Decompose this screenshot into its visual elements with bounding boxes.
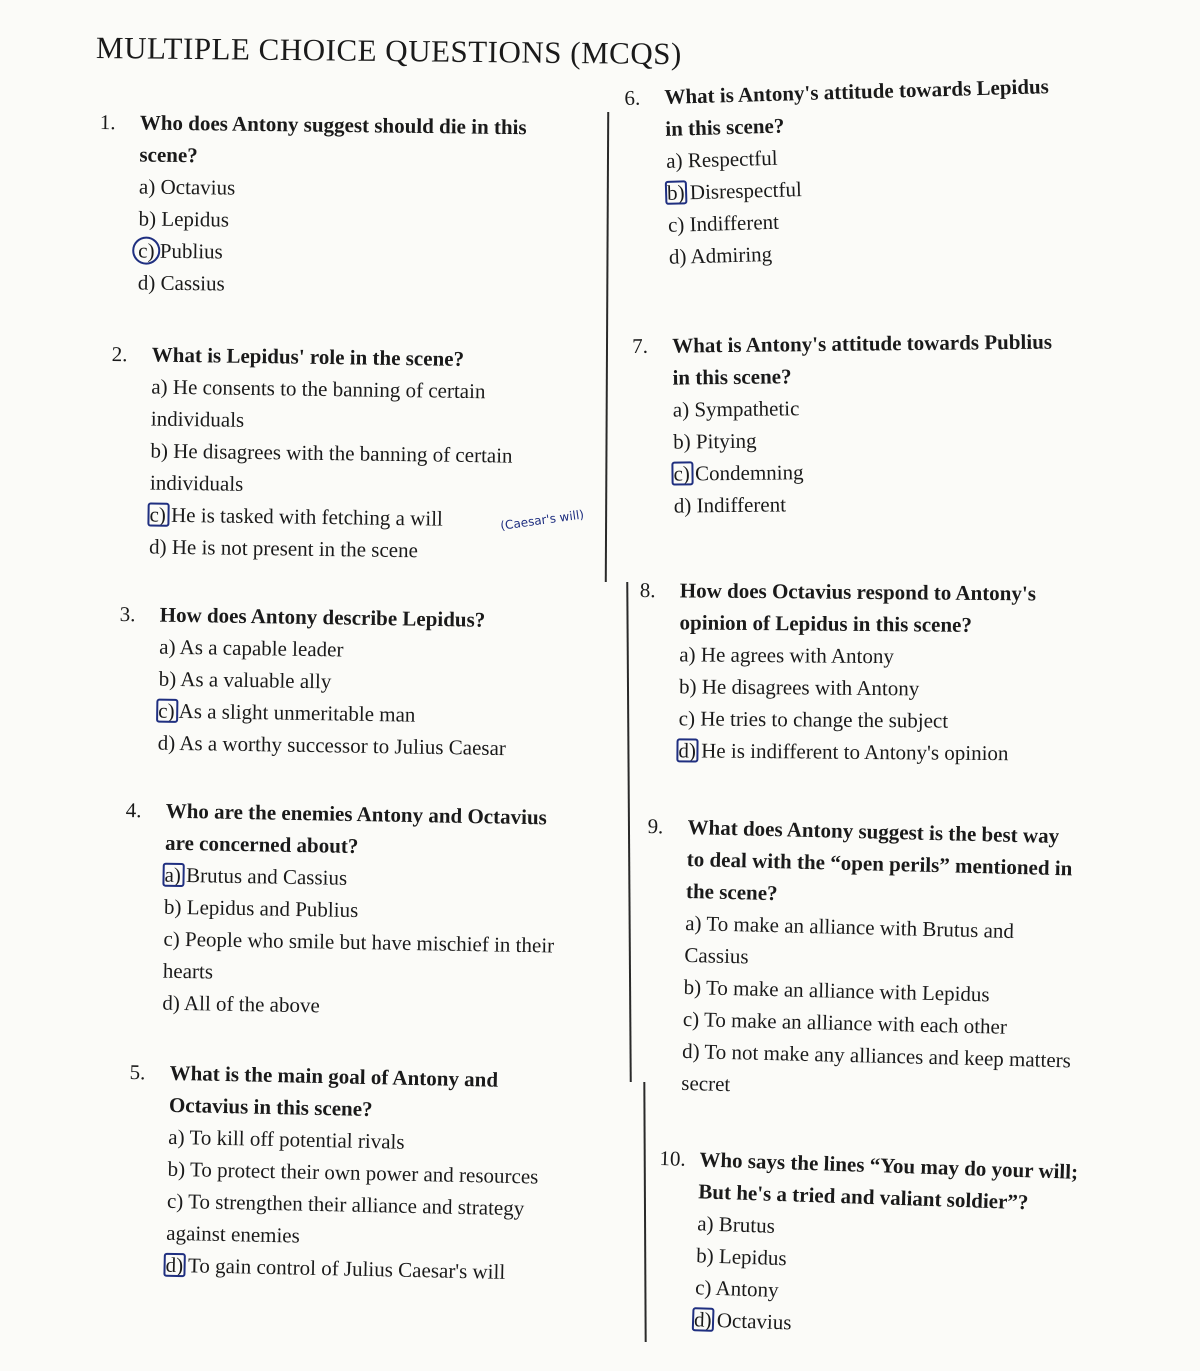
answer-mark [671, 461, 693, 485]
answer-mark [692, 1307, 715, 1332]
question-text: Who says the lines “You may do your will; [699, 1147, 1079, 1184]
question-number [125, 826, 166, 859]
option-a [633, 390, 1053, 426]
question-text: What is Antony's attitude towards Lepidus [664, 74, 1050, 109]
option-d [122, 986, 553, 1026]
answer-mark [162, 863, 184, 887]
question-2 [109, 338, 514, 568]
question-number: 9. [647, 813, 664, 839]
question-number [658, 1174, 699, 1207]
option-text: b) Lepidus and Publius [163, 894, 359, 923]
option-b [98, 202, 525, 239]
question-number [129, 1088, 170, 1121]
question-text: Octavius in this scene? [168, 1092, 373, 1122]
question-text: in this scene? [672, 364, 792, 390]
option-text: b) Disrespectful [666, 177, 803, 205]
question-number [646, 874, 687, 907]
option-text: c) To strengthen their alliance and strategy [166, 1188, 525, 1221]
column-divider-bottom [643, 1082, 646, 1342]
question-text: What is Lepidus' role in the scene? [151, 342, 465, 371]
option-c [633, 454, 1053, 490]
option-text: d) Cassius [137, 270, 225, 296]
question-number: 5. [129, 1059, 146, 1085]
option-text: Cassius [684, 942, 749, 969]
answer-mark [156, 699, 178, 723]
question-text: Who does Antony suggest should die in this [139, 110, 527, 140]
option-b [639, 670, 1035, 705]
option-text: c) He is tasked with fetching a will [149, 502, 444, 531]
question-number: 4. [125, 797, 142, 823]
question-text: How does Antony describe Lepidus? [159, 602, 486, 632]
question-number: 7. [632, 333, 649, 358]
question-8 [638, 574, 1036, 769]
option-b [633, 422, 1053, 458]
question-3 [117, 598, 508, 764]
question-text: What is Antony's attitude towards Publius [672, 329, 1053, 358]
option-text: d) All of the above [162, 990, 321, 1018]
question-number [646, 842, 687, 875]
question-number: 10. [659, 1145, 687, 1171]
option-text: b) Lepidus [695, 1243, 788, 1271]
question-text: to deal with the “open perils” mentioned in [686, 846, 1073, 881]
option-text: a) To kill off potential rivals [168, 1124, 405, 1154]
option-text: c) People who smile but have mischief in their [163, 926, 555, 958]
question-text: What is the main goal of Antony and [169, 1060, 499, 1092]
option-text: a) Octavius [138, 174, 236, 200]
option-text: b) To make an alliance with Lepidus [683, 974, 990, 1007]
option-text: b) Lepidus [138, 206, 230, 232]
question-7 [632, 326, 1054, 522]
question-text: But he's a tried and valiant soldier”? [697, 1179, 1029, 1215]
option-text: d) Indifferent [673, 492, 787, 518]
option-d [638, 734, 1034, 769]
answer-mark [132, 236, 160, 264]
option-text: a) Sympathetic [672, 396, 800, 422]
question-9 [641, 810, 1077, 1108]
question-number [99, 138, 139, 170]
question-number [625, 113, 666, 146]
option-text: c) As a slight unmeritable man [158, 698, 416, 727]
option-text: a) Brutus [696, 1211, 776, 1238]
option-text: c) Indifferent [667, 209, 780, 237]
option-text: d) As a worthy successor to Julius Caesar [157, 730, 507, 761]
question-text: scene? [139, 142, 198, 168]
answer-mark [163, 1253, 185, 1277]
option-a [99, 170, 526, 207]
option-text: b) Pitying [673, 428, 757, 454]
question-text: What does Antony suggest is the best way [687, 814, 1060, 849]
question-number [632, 362, 672, 394]
option-text: individuals [149, 470, 244, 496]
option-text: against enemies [166, 1220, 301, 1248]
question-5 [125, 1056, 540, 1289]
option-d [117, 726, 506, 764]
question-number: 1. [99, 109, 116, 135]
option-text: b) As a valuable ally [158, 666, 332, 694]
option-text: b) He disagrees with the banning of certain [150, 438, 513, 468]
question-text: opinion of Lepidus in this scene? [679, 610, 973, 637]
question-text: the scene? [685, 878, 778, 906]
page-title: MULTIPLE CHOICE QUESTIONS (MCQS) [95, 30, 682, 72]
question-1 [98, 106, 527, 303]
option-text: d) To gain control of Julius Caesar's will [165, 1252, 506, 1284]
answer-mark [676, 738, 698, 762]
option-text: d) Octavius [693, 1307, 792, 1335]
option-text: d) To not make any alliances and keep matters [681, 1038, 1072, 1073]
option-text: d) Admiring [668, 241, 773, 269]
option-text: c) Antony [694, 1275, 779, 1303]
option-text: c) Condemning [673, 460, 804, 486]
handwritten-note: (Caesar's will) [499, 507, 585, 533]
option-c [98, 234, 525, 271]
option-text: a) Brutus and Cassius [164, 862, 348, 890]
question-text: are concerned about? [164, 830, 359, 859]
option-text: a) He agrees with Antony [679, 642, 895, 669]
question-number: 3. [119, 601, 136, 627]
option-text: b) To protect their own power and resources [167, 1156, 539, 1189]
option-text: a) He consents to the banning of certain [151, 374, 486, 404]
option-text: individuals [150, 406, 245, 432]
question-text: in this scene? [664, 113, 785, 141]
question-10 [654, 1142, 1079, 1348]
question-number [639, 606, 679, 638]
option-text: b) He disagrees with Antony [678, 674, 920, 701]
option-text: c) Publius [138, 238, 223, 264]
column-divider-lower [626, 582, 631, 1082]
column-divider-upper [605, 112, 609, 582]
question-number: 2. [111, 341, 128, 367]
option-text: a) Respectful [665, 145, 778, 173]
question-number: 8. [639, 577, 656, 603]
option-text: d) He is not present in the scene [148, 534, 419, 563]
option-c [639, 702, 1035, 737]
option-text: c) To make an alliance with each other [682, 1006, 1008, 1039]
option-a [639, 638, 1035, 673]
option-d [98, 266, 525, 303]
option-text: a) As a capable leader [159, 634, 344, 662]
option-text: d) He is indifferent to Antony's opinion [678, 738, 1009, 766]
option-text: c) He tries to change the subject [678, 706, 949, 733]
answer-mark [665, 180, 688, 205]
question-4 [122, 794, 557, 1025]
option-text: a) To make an alliance with Brutus and [684, 910, 1015, 943]
option-d [109, 530, 512, 568]
question-6 [624, 70, 1054, 274]
option-d [634, 486, 1054, 522]
question-number: 6. [624, 85, 641, 110]
option-text: secret [681, 1070, 731, 1097]
answer-mark [147, 503, 169, 527]
question-text: How does Octavius respond to Antony's [679, 578, 1037, 606]
question-text: Who are the enemies Antony and Octavius [165, 798, 548, 830]
option-text: hearts [162, 958, 214, 984]
